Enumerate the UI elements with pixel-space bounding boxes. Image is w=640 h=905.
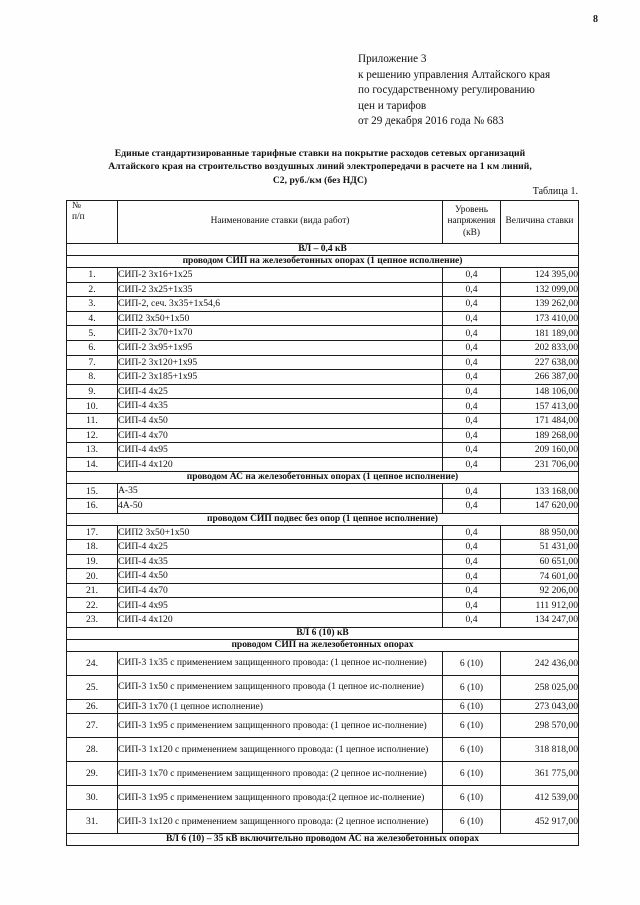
cell-voltage: 0,4 — [443, 384, 501, 399]
cell-name: СИП-4 4x70 — [118, 583, 443, 598]
cell-value: 189 268,00 — [501, 428, 579, 443]
table-row — [67, 498, 579, 513]
table-section-row — [67, 244, 579, 256]
cell-value: 124 395,00 — [501, 268, 579, 283]
cell-voltage: 0,4 — [443, 355, 501, 370]
cell-value: 452 917,00 — [501, 810, 579, 834]
table-row — [67, 384, 579, 399]
cell-number: 15. — [67, 484, 118, 499]
document-title-line-1: Единые стандартизированные тарифные ставки на покрытие расходов сетевых организаций — [114, 148, 526, 159]
approval-line-4: цен и тарифов — [358, 99, 427, 112]
cell-number: 20. — [67, 569, 118, 584]
cell-name: СИП-4 4x95 — [118, 443, 443, 458]
cell-value: 242 436,00 — [501, 651, 579, 675]
cell-name: 4А-50 — [118, 498, 443, 513]
column-header-value: Величина ставки — [501, 201, 579, 244]
table-row — [67, 326, 579, 341]
cell-number: 23. — [67, 613, 118, 628]
column-header-number-line-2: п/п — [72, 212, 85, 223]
cell-voltage: 0,4 — [443, 498, 501, 513]
cell-value: 134 247,00 — [501, 613, 579, 628]
cell-name: СИП-3 1x70 (1 цепное исполнение) — [118, 699, 443, 714]
cell-voltage: 0,4 — [443, 326, 501, 341]
table-row — [67, 525, 579, 540]
table-section-row — [67, 834, 579, 846]
cell-value: 298 570,00 — [501, 714, 579, 738]
table-row — [67, 738, 579, 762]
table-row — [67, 675, 579, 699]
cell-value: 318 818,00 — [501, 738, 579, 762]
cell-number: 25. — [67, 675, 118, 699]
cell-value: 412 539,00 — [501, 786, 579, 810]
table-header-row — [67, 201, 579, 244]
table-row — [67, 583, 579, 598]
table-row — [67, 786, 579, 810]
cell-number: 18. — [67, 540, 118, 555]
table-row — [67, 282, 579, 297]
cell-name: СИП-3 1x95 с применением защищенного провода:(2 цепное ис-полнение) — [118, 786, 443, 810]
column-header-number — [67, 201, 118, 244]
cell-name: СИП-3 1x95 с применением защищенного провода: (1 цепное ис-полнение) — [118, 714, 443, 738]
cell-name: СИП-2 3x185+1x95 — [118, 370, 443, 385]
cell-name: СИП2 3x50+1x50 — [118, 311, 443, 326]
cell-value: 173 410,00 — [501, 311, 579, 326]
cell-number: 9. — [67, 384, 118, 399]
table-row — [67, 311, 579, 326]
cell-voltage: 0,4 — [443, 282, 501, 297]
cell-voltage: 6 (10) — [443, 714, 501, 738]
cell-voltage: 6 (10) — [443, 738, 501, 762]
approval-line-5: от 29 декабря 2016 года № 683 — [358, 115, 504, 128]
cell-name: СИП-2 3x120+1x95 — [118, 355, 443, 370]
cell-name: СИП-2, сеч. 3x35+1x54,6 — [118, 297, 443, 312]
approval-line-3: по государственному регулированию — [358, 84, 535, 97]
cell-voltage: 0,4 — [443, 540, 501, 555]
cell-value: 133 168,00 — [501, 484, 579, 499]
document-title-line-3: С2, руб./км (без НДС) — [272, 174, 368, 186]
cell-voltage: 0,4 — [443, 457, 501, 472]
cell-name: А-35 — [118, 484, 443, 499]
table-row — [67, 428, 579, 443]
cell-voltage: 6 (10) — [443, 762, 501, 786]
cell-name: СИП-4 4x35 — [118, 399, 443, 414]
cell-voltage: 0,4 — [443, 484, 501, 499]
table-row — [67, 569, 579, 584]
cell-name: СИП-4 4x25 — [118, 540, 443, 555]
table-row — [67, 613, 579, 628]
document-title — [62, 147, 578, 187]
table-section-label: ВЛ – 0,4 кВ — [67, 244, 579, 256]
table-section-row — [67, 256, 579, 268]
cell-name: СИП-4 4x95 — [118, 598, 443, 613]
cell-number: 24. — [67, 651, 118, 675]
cell-name: СИП-4 4x70 — [118, 428, 443, 443]
cell-voltage: 0,4 — [443, 598, 501, 613]
cell-value: 266 387,00 — [501, 370, 579, 385]
cell-value: 361 775,00 — [501, 762, 579, 786]
cell-voltage: 6 (10) — [443, 651, 501, 675]
table-row — [67, 399, 579, 414]
table-row — [67, 340, 579, 355]
cell-voltage: 0,4 — [443, 413, 501, 428]
cell-voltage: 0,4 — [443, 525, 501, 540]
cell-voltage: 0,4 — [443, 443, 501, 458]
cell-number: 2. — [67, 282, 118, 297]
table-section-label: проводом СИП на железобетонных опорах (1 цепное исполнение) — [67, 256, 579, 268]
cell-name: СИП-4 4x120 — [118, 613, 443, 628]
cell-number: 17. — [67, 525, 118, 540]
cell-voltage: 0,4 — [443, 569, 501, 584]
approval-line-2: к решению управления Алтайского края — [358, 68, 551, 81]
table-row — [67, 457, 579, 472]
cell-number: 21. — [67, 583, 118, 598]
table-row — [67, 651, 579, 675]
column-header-voltage — [443, 201, 501, 244]
table-row — [67, 810, 579, 834]
cell-name: СИП-2 3x16+1x25 — [118, 268, 443, 283]
cell-voltage: 0,4 — [443, 583, 501, 598]
table-section-row — [67, 627, 579, 639]
cell-value: 157 413,00 — [501, 399, 579, 414]
table-body — [67, 244, 579, 846]
table-row — [67, 268, 579, 283]
approval-line-1: Приложение 3 — [358, 53, 427, 65]
cell-value: 147 620,00 — [501, 498, 579, 513]
table-row — [67, 355, 579, 370]
table-row — [67, 762, 579, 786]
cell-voltage: 0,4 — [443, 554, 501, 569]
table-row — [67, 540, 579, 555]
cell-number: 30. — [67, 786, 118, 810]
cell-number: 4. — [67, 311, 118, 326]
column-header-voltage-line-2: напряжения — [447, 216, 496, 227]
cell-voltage: 6 (10) — [443, 810, 501, 834]
table-section-row — [67, 639, 579, 651]
table-section-row — [67, 472, 579, 484]
cell-value: 148 106,00 — [501, 384, 579, 399]
cell-value: 88 950,00 — [501, 525, 579, 540]
cell-number: 22. — [67, 598, 118, 613]
cell-number: 19. — [67, 554, 118, 569]
table-section-label: ВЛ 6 (10) – 35 кВ включительно проводом АС на железобетонных опорах — [67, 834, 579, 846]
table-section-label: ВЛ 6 (10) кВ — [67, 627, 579, 639]
cell-number: 28. — [67, 738, 118, 762]
cell-value: 51 431,00 — [501, 540, 579, 555]
cell-voltage: 6 (10) — [443, 786, 501, 810]
column-header-name: Наименование ставки (вида работ) — [118, 201, 443, 244]
cell-name: СИП-2 3x25+1x35 — [118, 282, 443, 297]
cell-voltage: 0,4 — [443, 370, 501, 385]
cell-number: 8. — [67, 370, 118, 385]
cell-number: 29. — [67, 762, 118, 786]
cell-name: СИП-2 3x70+1x70 — [118, 326, 443, 341]
approval-block — [358, 52, 550, 130]
column-header-voltage-line-3: (кВ) — [462, 227, 481, 238]
cell-value: 231 706,00 — [501, 457, 579, 472]
cell-name: СИП-4 4x50 — [118, 569, 443, 584]
cell-number: 1. — [67, 268, 118, 283]
cell-value: 111 912,00 — [501, 598, 579, 613]
cell-value: 74 601,00 — [501, 569, 579, 584]
cell-number: 11. — [67, 413, 118, 428]
table-row — [67, 699, 579, 714]
table-row — [67, 370, 579, 385]
table-caption: Таблица 1. — [532, 186, 578, 197]
table-section-label: проводом АС на железобетонных опорах (1 цепное исполнение) — [67, 472, 579, 484]
cell-name: СИП-3 1x35 с применением защищенного провода: (1 цепное ис-полнение) — [118, 651, 443, 675]
cell-name: СИП-4 4x50 — [118, 413, 443, 428]
cell-value: 92 206,00 — [501, 583, 579, 598]
cell-value: 139 262,00 — [501, 297, 579, 312]
cell-number: 14. — [67, 457, 118, 472]
cell-number: 12. — [67, 428, 118, 443]
cell-number: 27. — [67, 714, 118, 738]
cell-value: 202 833,00 — [501, 340, 579, 355]
cell-value: 258 025,00 — [501, 675, 579, 699]
table-section-label: проводом СИП подвес без опор (1 цепное исполнение) — [67, 513, 579, 525]
cell-voltage: 0,4 — [443, 297, 501, 312]
cell-name: СИП-3 1x70 с применением защищенного провода: (2 цепное ис-полнение) — [118, 762, 443, 786]
cell-voltage: 0,4 — [443, 340, 501, 355]
document-title-line-2: Алтайского края на строительство воздушных линий электропередачи в расчете на 1 км линий, — [108, 161, 532, 173]
cell-value: 209 160,00 — [501, 443, 579, 458]
cell-voltage: 0,4 — [443, 268, 501, 283]
cell-number: 7. — [67, 355, 118, 370]
table-row — [67, 413, 579, 428]
table-row — [67, 443, 579, 458]
cell-name: СИП-3 1x120 с применением защищенного провода: (2 цепное исполнение) — [118, 810, 443, 834]
cell-voltage: 0,4 — [443, 399, 501, 414]
table-row — [67, 598, 579, 613]
cell-value: 60 651,00 — [501, 554, 579, 569]
cell-number: 3. — [67, 297, 118, 312]
table-section-row — [67, 513, 579, 525]
cell-number: 6. — [67, 340, 118, 355]
cell-number: 10. — [67, 399, 118, 414]
column-header-voltage-line-1: Уровень — [454, 204, 488, 215]
cell-name: СИП-2 3x95+1x95 — [118, 340, 443, 355]
cell-number: 31. — [67, 810, 118, 834]
cell-voltage: 0,4 — [443, 428, 501, 443]
cell-value: 181 189,00 — [501, 326, 579, 341]
cell-number: 26. — [67, 699, 118, 714]
cell-number: 5. — [67, 326, 118, 341]
cell-name: СИП-4 4x120 — [118, 457, 443, 472]
table-section-label: проводом СИП на железобетонных опорах — [67, 639, 579, 651]
cell-number: 16. — [67, 498, 118, 513]
table-row — [67, 554, 579, 569]
cell-number: 13. — [67, 443, 118, 458]
table-row — [67, 714, 579, 738]
cell-name: СИП-3 1x50 с применением защищенного провода (1 цепное ис-полнение) — [118, 675, 443, 699]
cell-voltage: 6 (10) — [443, 699, 501, 714]
cell-voltage: 0,4 — [443, 311, 501, 326]
tariff-rates-table — [66, 200, 579, 846]
table-row — [67, 484, 579, 499]
table-row — [67, 297, 579, 312]
cell-name: СИП2 3x50+1x50 — [118, 525, 443, 540]
cell-name: СИП-3 1x120 с применением защищенного провода: (1 цепное исполнение) — [118, 738, 443, 762]
cell-name: СИП-4 4x35 — [118, 554, 443, 569]
cell-value: 171 484,00 — [501, 413, 579, 428]
cell-value: 273 043,00 — [501, 699, 579, 714]
cell-voltage: 6 (10) — [443, 675, 501, 699]
cell-name: СИП-4 4x25 — [118, 384, 443, 399]
cell-value: 132 099,00 — [501, 282, 579, 297]
cell-value: 227 638,00 — [501, 355, 579, 370]
column-header-number-line-1: № — [72, 201, 81, 211]
cell-voltage: 0,4 — [443, 613, 501, 628]
page-number: 8 — [593, 14, 598, 25]
